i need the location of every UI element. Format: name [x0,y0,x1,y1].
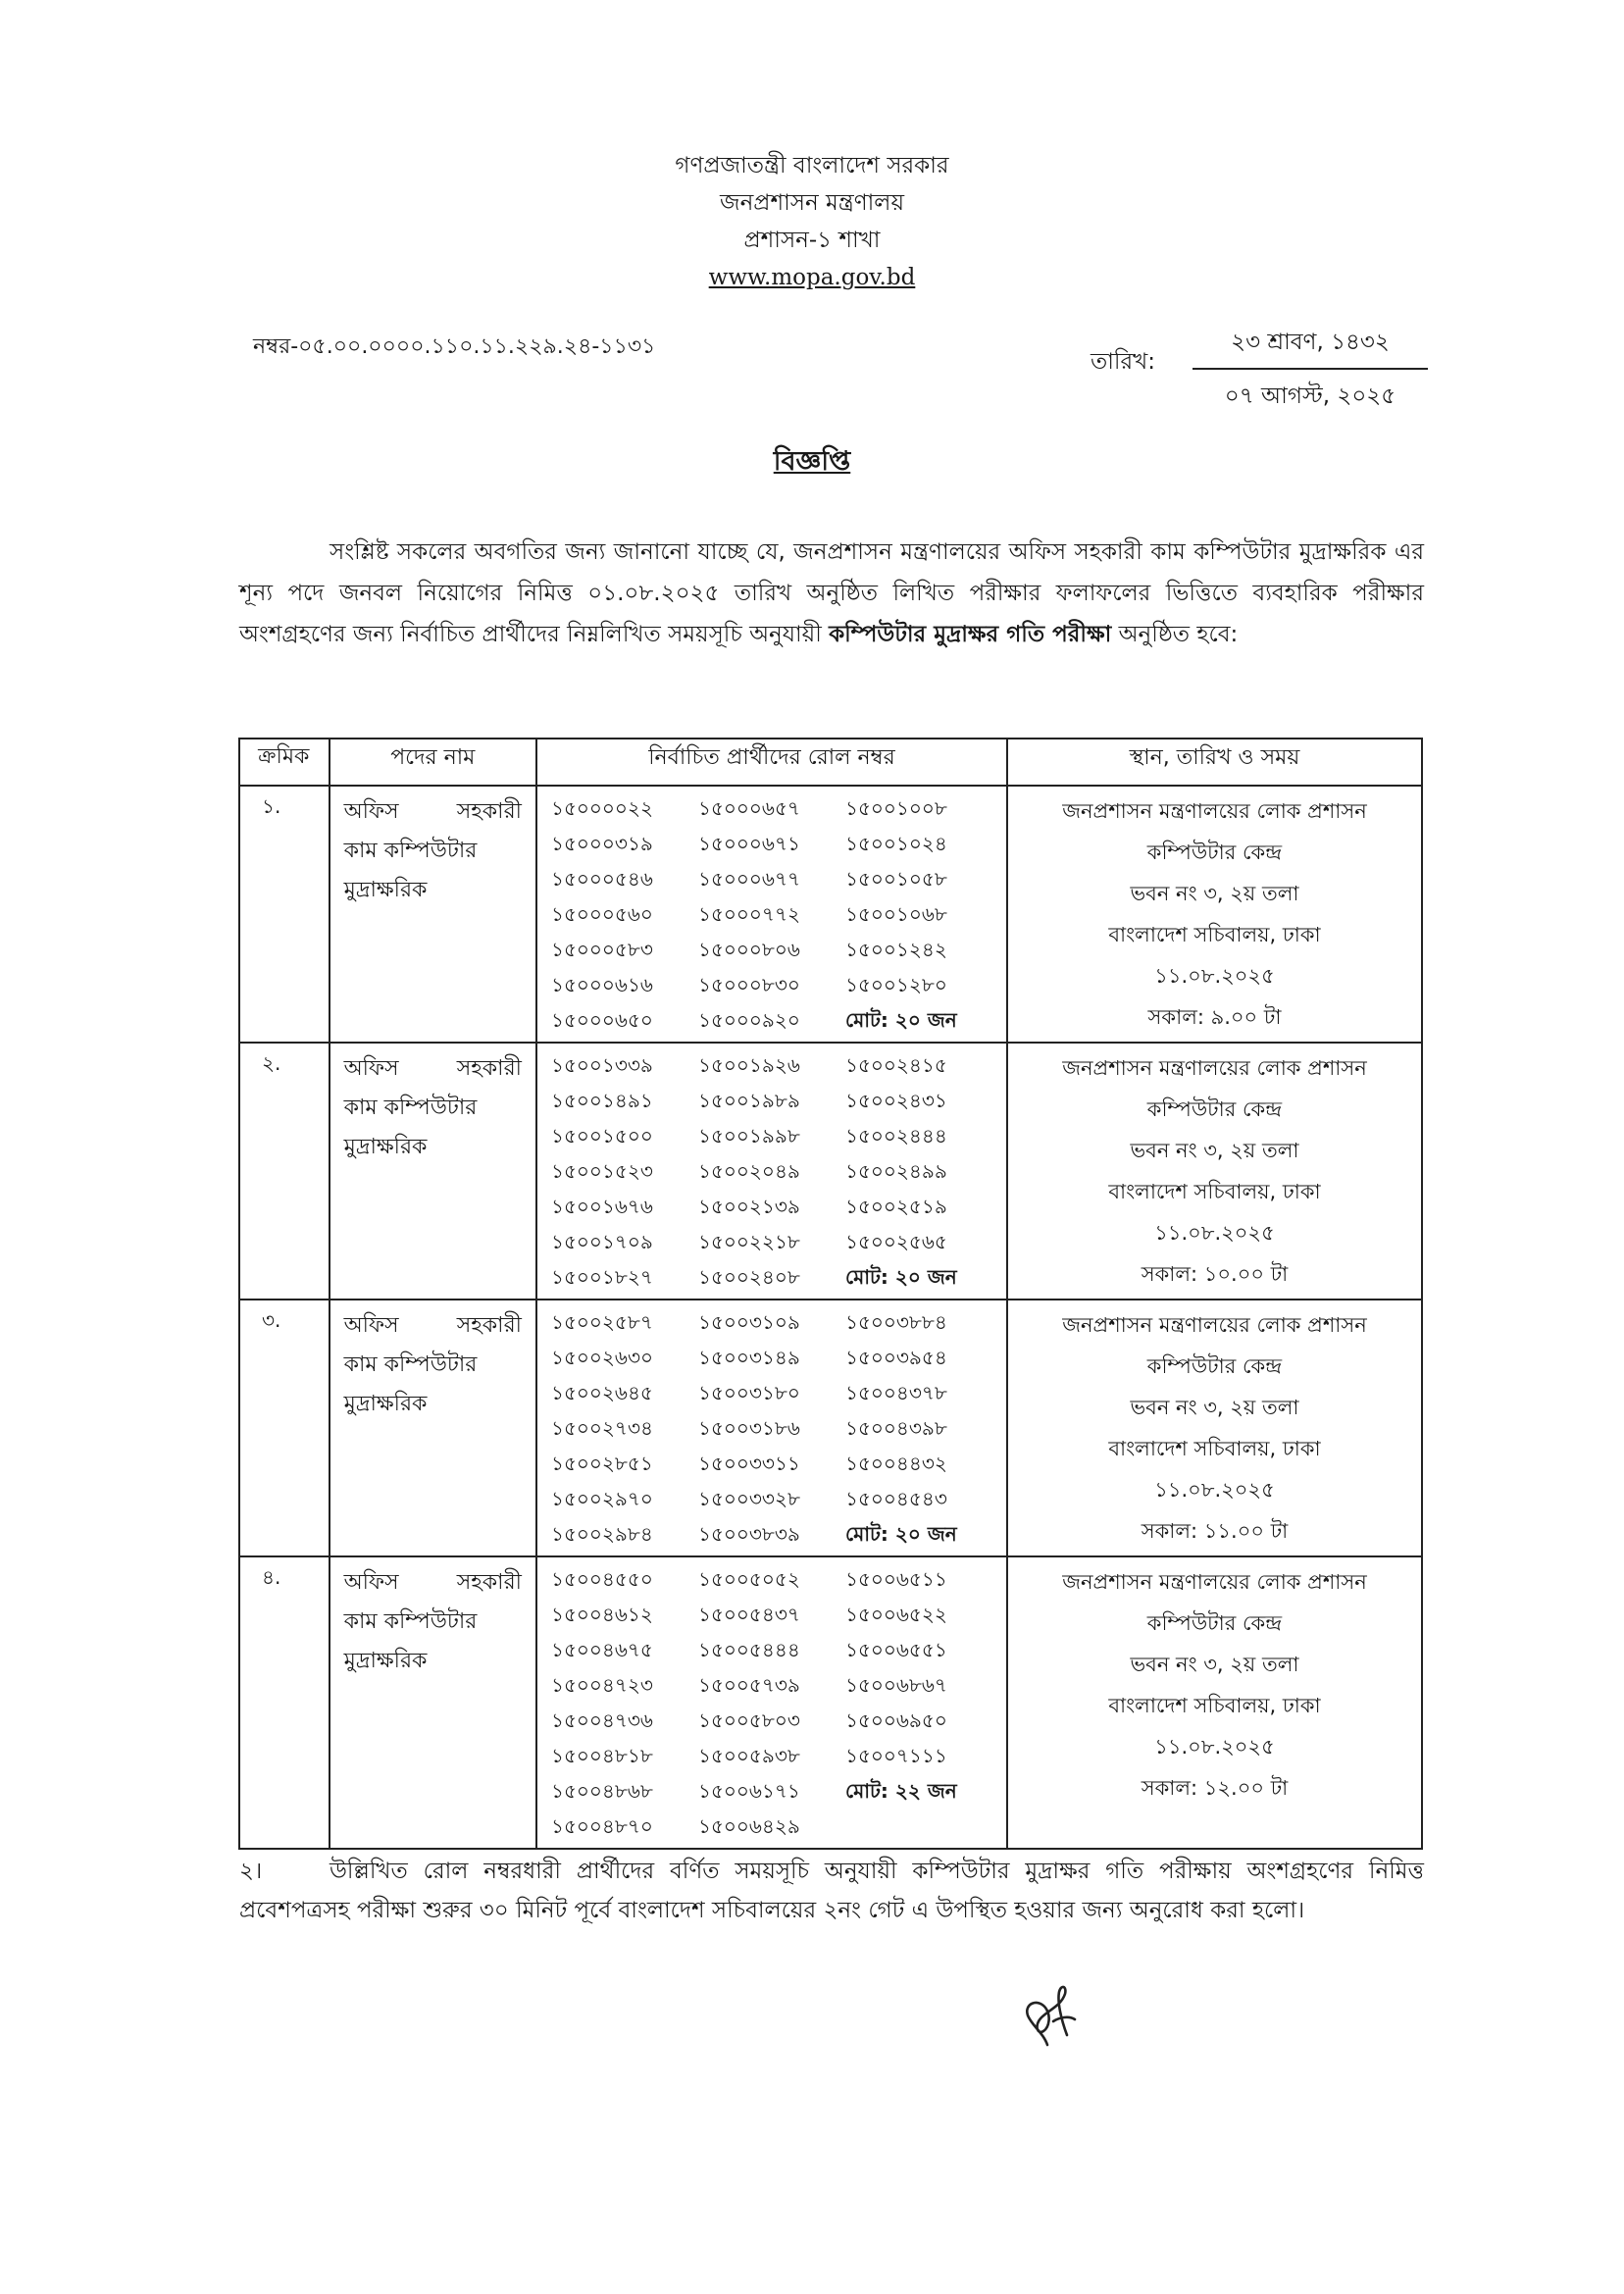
header-venue: স্থান, তারিখ ও সময় [1007,739,1422,786]
post-line: মুদ্রাক্ষরিক [343,878,428,902]
roll-number: ১৫০০৭১১১ [844,1744,947,1767]
point-2-number: ২। [239,1859,263,1884]
intro-tail: অনুষ্ঠিত হবে: [1111,622,1239,647]
roll-number: ১৫০০৪৭৩৬ [550,1708,653,1732]
roll-number: ১৫০০৬৫১১ [844,1567,947,1591]
venue-line: কম্পিউটার কেন্দ্র [1146,1611,1283,1635]
roll-number: ১৫০০৫৪৪৪ [697,1638,800,1661]
roll-number: ১৫০০২৭৩৪ [550,1416,653,1440]
venue-line: জনপ্রশাসন মন্ত্রণালয়ের লোক প্রশাসন [1062,799,1367,823]
roll-number: ১৫০০০০২২ [550,796,653,820]
roll-number: ১৫০০৬৫৫১ [844,1638,947,1661]
serial-number: ২. [262,1051,281,1075]
roll-number: ১৫০০১২৮০ [844,973,947,996]
intro-bold-text: কম্পিউটার মুদ্রাক্ষর গতি পরীক্ষা [829,622,1112,647]
venue-line: বাংলাদেশ সচিবালয়, ঢাকা [1108,1180,1321,1203]
ministry-name: জনপ্রশাসন মন্ত্রণালয় [720,190,904,216]
venue-cell [1007,1043,1422,1300]
serial-number: ১. [262,794,281,818]
venue-line: ভবন নং ৩, ২য় তলা [1130,1396,1299,1419]
rolls-cell [536,1556,1007,1849]
serial-number: ৩. [262,1308,281,1332]
venue-line: ভবন নং ৩, ২য় তলা [1130,1139,1299,1162]
serial-cell [239,1300,330,1556]
roll-number: ১৫০০১০৫৮ [844,867,947,891]
venue-line: ভবন নং ৩, ২য় তলা [1130,882,1299,905]
exam-time: সকাল: ১০.০০ টা [1141,1262,1289,1286]
serial-number: ৪. [262,1565,281,1589]
exam-date: ১১.০৮.২০২৫ [1154,1478,1275,1502]
roll-number: ১৫০০০৯২০ [697,1008,800,1032]
roll-number: ১৫০০৩৮৩৯ [697,1522,800,1546]
point-2-text: উল্লিখিত রোল নম্বরধারী প্রার্থীদের বর্ণিত সময়সূচি অনুযায়ী কম্পিউটার মুদ্রাক্ষর গতি পরীক্ষায় অংশগ্রহণের নিমিত্ত প্রবেশপত্রসহ পরীক্ষা শুরুর ৩০ মিনিট পূর্বে বাংলাদেশ সচিবালয়ের ২নং গেট এ উপস্থিত হওয়ার জন্য অনুরোধ করা হলো। [239,1859,1424,1923]
signature-mark [1010,1976,1098,2055]
post-word: সহকারী [456,1056,522,1081]
header-post: পদের নাম [330,739,536,786]
venue-line: জনপ্রশাসন মন্ত্রণালয়ের লোক প্রশাসন [1062,1570,1367,1594]
post-cell [330,1043,536,1300]
serial-cell [239,786,330,1043]
roll-number: ১৫০০৬১৭১ [697,1779,800,1803]
roll-number: ১৫০০৪৮১৮ [550,1744,653,1767]
roll-number: ১৫০০২৮৫১ [550,1452,653,1475]
roll-number: ১৫০০২১৩৯ [697,1195,800,1218]
roll-number: ১৫০০৩৩১১ [697,1452,800,1475]
roll-number: ১৫০০৪৬১২ [550,1603,653,1626]
serial-cell [239,1556,330,1849]
venue-line: বাংলাদেশ সচিবালয়, ঢাকা [1108,1694,1321,1717]
roll-number: ১৫০০১৯৮৯ [697,1089,800,1112]
date-bangla: ২৩ শ্রাবণ, ১৪৩২ [1193,324,1428,370]
roll-number: ১৫০০২৪৪৪ [844,1124,947,1147]
total-count: মোট: ২২ জন [844,1779,957,1803]
rolls-cell [536,1043,1007,1300]
roll-number: ১৫০০০৫৬০ [550,902,653,926]
roll-number: ১৫০০০৬৭১ [697,832,800,855]
venue-cell [1007,1556,1422,1849]
venue-line: বাংলাদেশ সচিবালয়, ঢাকা [1108,1437,1321,1460]
exam-time: সকাল: ১১.০০ টা [1141,1519,1289,1543]
roll-number: ১৫০০২৯৭০ [550,1487,653,1510]
post-line: মুদ্রাক্ষরিক [343,1649,428,1673]
roll-number: ১৫০০২৯৮৪ [550,1522,653,1546]
roll-number: ১৫০০১৪৯১ [550,1089,653,1112]
roll-number: ১৫০০৪৫৫০ [550,1567,653,1591]
roll-number: ১৫০০১৯২৬ [697,1053,800,1077]
roll-number: ১৫০০৫৭৩৯ [697,1673,800,1697]
roll-number: ১৫০০১৫২৩ [550,1159,653,1183]
post-word: অফিস [343,799,399,824]
roll-number: ১৫০০২৫৮৭ [550,1310,653,1334]
venue-cell [1007,1300,1422,1556]
roll-number: ১৫০০১০২৪ [844,832,947,855]
venue-line: কম্পিউটার কেন্দ্র [1146,841,1283,864]
post-cell [330,1300,536,1556]
memo-number: নম্বর-০৫.০০.০০০০.১১০.১১.২২৯.২৪-১১৩১ [253,334,656,359]
exam-date: ১১.০৮.২০২৫ [1154,964,1275,988]
roll-number: ১৫০০২৪১৫ [844,1053,947,1077]
roll-number: ১৫০০৩৯৫৪ [844,1346,947,1369]
post-word: অফিস [343,1056,399,1081]
roll-number: ১৫০০২০৪৯ [697,1159,800,1183]
roll-number: ১৫০০২৪৩১ [844,1089,947,1112]
roll-number: ১৫০০৬৫২২ [844,1603,947,1626]
point-2-paragraph [239,1852,1424,1930]
rolls-cell [536,1300,1007,1556]
total-count: মোট: ২০ জন [844,1008,957,1032]
roll-number: ১৫০০০৫৮৩ [550,938,653,961]
serial-cell [239,1043,330,1300]
roll-number: ১৫০০২৪০৮ [697,1265,800,1289]
venue-line: কম্পিউটার কেন্দ্র [1146,1354,1283,1378]
roll-number: ১৫০০৪৫৪৩ [844,1487,947,1510]
roll-number: ১৫০০৬৪২৯ [697,1814,800,1838]
intro-text: সংশ্লিষ্ট সকলের অবগতির জন্য জানানো যাচ্ছে যে, জনপ্রশাসন মন্ত্রণালয়ের অফিস সহকারী কাম কম্পিউটার মুদ্রাক্ষরিক এর শূন্য পদে জনবল নিয়োগের নিমিত্ত ০১.০৮.২০২৫ তারিখ অনুষ্ঠিত লিখিত পরীক্ষার ফলাফলের ভিত্তিতে ব্যবহারিক পরীক্ষার অংশগ্রহণের জন্য নির্বাচিত প্রার্থীদের নিম্নলিখিত সময়সূচি অনুযায়ী [239,539,1424,647]
roll-number: ১৫০০০৮৩০ [697,973,800,996]
post-line: কাম কম্পিউটার [343,1352,478,1377]
roll-number: ১৫০০০৭৭২ [697,902,800,926]
table-row [239,1043,1422,1300]
roll-number: ১৫০০১২৪২ [844,938,947,961]
roll-number: ১৫০০১৫০০ [550,1124,653,1147]
branch-name: প্রশাসন-১ শাখা [743,228,881,253]
roll-number: ১৫০০১০০৮ [844,796,947,820]
roll-number: ১৫০০০৬৫৭ [697,796,800,820]
roll-number: ১৫০০১৬৭৬ [550,1195,653,1218]
roll-number: ১৫০০৫০৫২ [697,1567,800,1591]
roll-number: ১৫০০৫৪৩৭ [697,1603,800,1626]
roll-number: ১৫০০১৭০৯ [550,1230,653,1253]
roll-number: ১৫০০২৫১৯ [844,1195,947,1218]
roll-number: ১৫০০২২১৮ [697,1230,800,1253]
post-word: সহকারী [456,1570,522,1595]
post-line: মুদ্রাক্ষরিক [343,1392,428,1416]
table-row [239,786,1422,1043]
rolls-cell [536,786,1007,1043]
exam-time: সকাল: ৯.০০ টা [1147,1005,1282,1029]
venue-line: ভবন নং ৩, ২য় তলা [1130,1653,1299,1676]
roll-number: ১৫০০২৪৯৯ [844,1159,947,1183]
venue-line: কম্পিউটার কেন্দ্র [1146,1097,1283,1121]
roll-number: ১৫০০০৬৭৭ [697,867,800,891]
venue-line: জনপ্রশাসন মন্ত্রণালয়ের লোক প্রশাসন [1062,1313,1367,1337]
website-link[interactable]: www.mopa.gov.bd [708,265,916,290]
roll-number: ১৫০০৩১৪৯ [697,1346,800,1369]
roll-number: ১৫০০৩৩২৮ [697,1487,800,1510]
exam-date: ১১.০৮.২০২৫ [1154,1735,1275,1759]
roll-number: ১৫০০০৮০৬ [697,938,800,961]
roll-number: ১৫০০১৮২৭ [550,1265,653,1289]
letterhead [0,147,1624,296]
roll-number: ১৫০০৪৩৭৮ [844,1381,947,1404]
roll-number: ১৫০০৩৮৮৪ [844,1310,947,1334]
total-count: মোট: ২০ জন [844,1522,957,1546]
exam-time: সকাল: ১২.০০ টা [1141,1776,1289,1800]
roll-table [238,738,1423,1850]
post-word: অফিস [343,1313,399,1338]
roll-number: ১৫০০৪৮৬৮ [550,1779,653,1803]
date-block [1193,324,1428,416]
roll-number: ১৫০০০৬১৬ [550,973,653,996]
roll-number: ১৫০০৫৮০৩ [697,1708,800,1732]
post-line: মুদ্রাক্ষরিক [343,1135,428,1159]
roll-number: ১৫০০৪৭২৩ [550,1673,653,1697]
roll-number: ১৫০০৪৩৯৮ [844,1416,947,1440]
table-header-row [239,739,1422,786]
roll-number: ১৫০০৫৯৩৮ [697,1744,800,1767]
roll-number: ১৫০০২৬৩০ [550,1346,653,1369]
post-cell [330,1556,536,1849]
roll-number: ১৫০০০৬৫০ [550,1008,653,1032]
roll-number: ১৫০০০৩১৯ [550,832,653,855]
roll-number: ১৫০০৪৮৭০ [550,1814,653,1838]
roll-number: ১৫০০৬৮৬৭ [844,1673,947,1697]
roll-number: ১৫০০৬৯৫০ [844,1708,947,1732]
table-row [239,1556,1422,1849]
post-cell [330,786,536,1043]
venue-line: জনপ্রশাসন মন্ত্রণালয়ের লোক প্রশাসন [1062,1056,1367,1080]
venue-cell [1007,786,1422,1043]
roll-number: ১৫০০১৩৩৯ [550,1053,653,1077]
venue-line: বাংলাদেশ সচিবালয়, ঢাকা [1108,923,1321,946]
date-label: তারিখ: [1091,349,1156,375]
roll-number: ১৫০০৩১৮৬ [697,1416,800,1440]
roll-number: ১৫০০৩১০৯ [697,1310,800,1334]
post-word: অফিস [343,1570,399,1595]
intro-paragraph [239,532,1424,655]
exam-date: ১১.০৮.২০২৫ [1154,1221,1275,1245]
government-name: গণপ্রজাতন্ত্রী বাংলাদেশ সরকার [675,153,949,178]
roll-number: ১৫০০৪৪৩২ [844,1452,947,1475]
roll-number: ১৫০০২৬৪৫ [550,1381,653,1404]
post-word: সহকারী [456,799,522,824]
notice-title: বিজ্ঞপ্তি [773,446,851,477]
date-english: ০৭ আগস্ট, ২০২৫ [1224,383,1396,409]
roll-number: ১৫০০৩১৮০ [697,1381,800,1404]
post-line: কাম কম্পিউটার [343,1609,478,1634]
post-line: কাম কম্পিউটার [343,1096,478,1120]
roll-number: ১৫০০৪৬৭৫ [550,1638,653,1661]
header-serial: ক্রমিক [239,739,330,786]
table-row [239,1300,1422,1556]
post-line: কাম কম্পিউটার [343,839,478,863]
post-word: সহকারী [456,1313,522,1338]
roll-number: ১৫০০১৯৯৮ [697,1124,800,1147]
header-rolls: নির্বাচিত প্রার্থীদের রোল নম্বর [536,739,1007,786]
roll-number: ১৫০০২৫৬৫ [844,1230,947,1253]
total-count: মোট: ২০ জন [844,1265,957,1289]
roll-number: ১৫০০১০৬৮ [844,902,947,926]
roll-number: ১৫০০০৫৪৬ [550,867,653,891]
